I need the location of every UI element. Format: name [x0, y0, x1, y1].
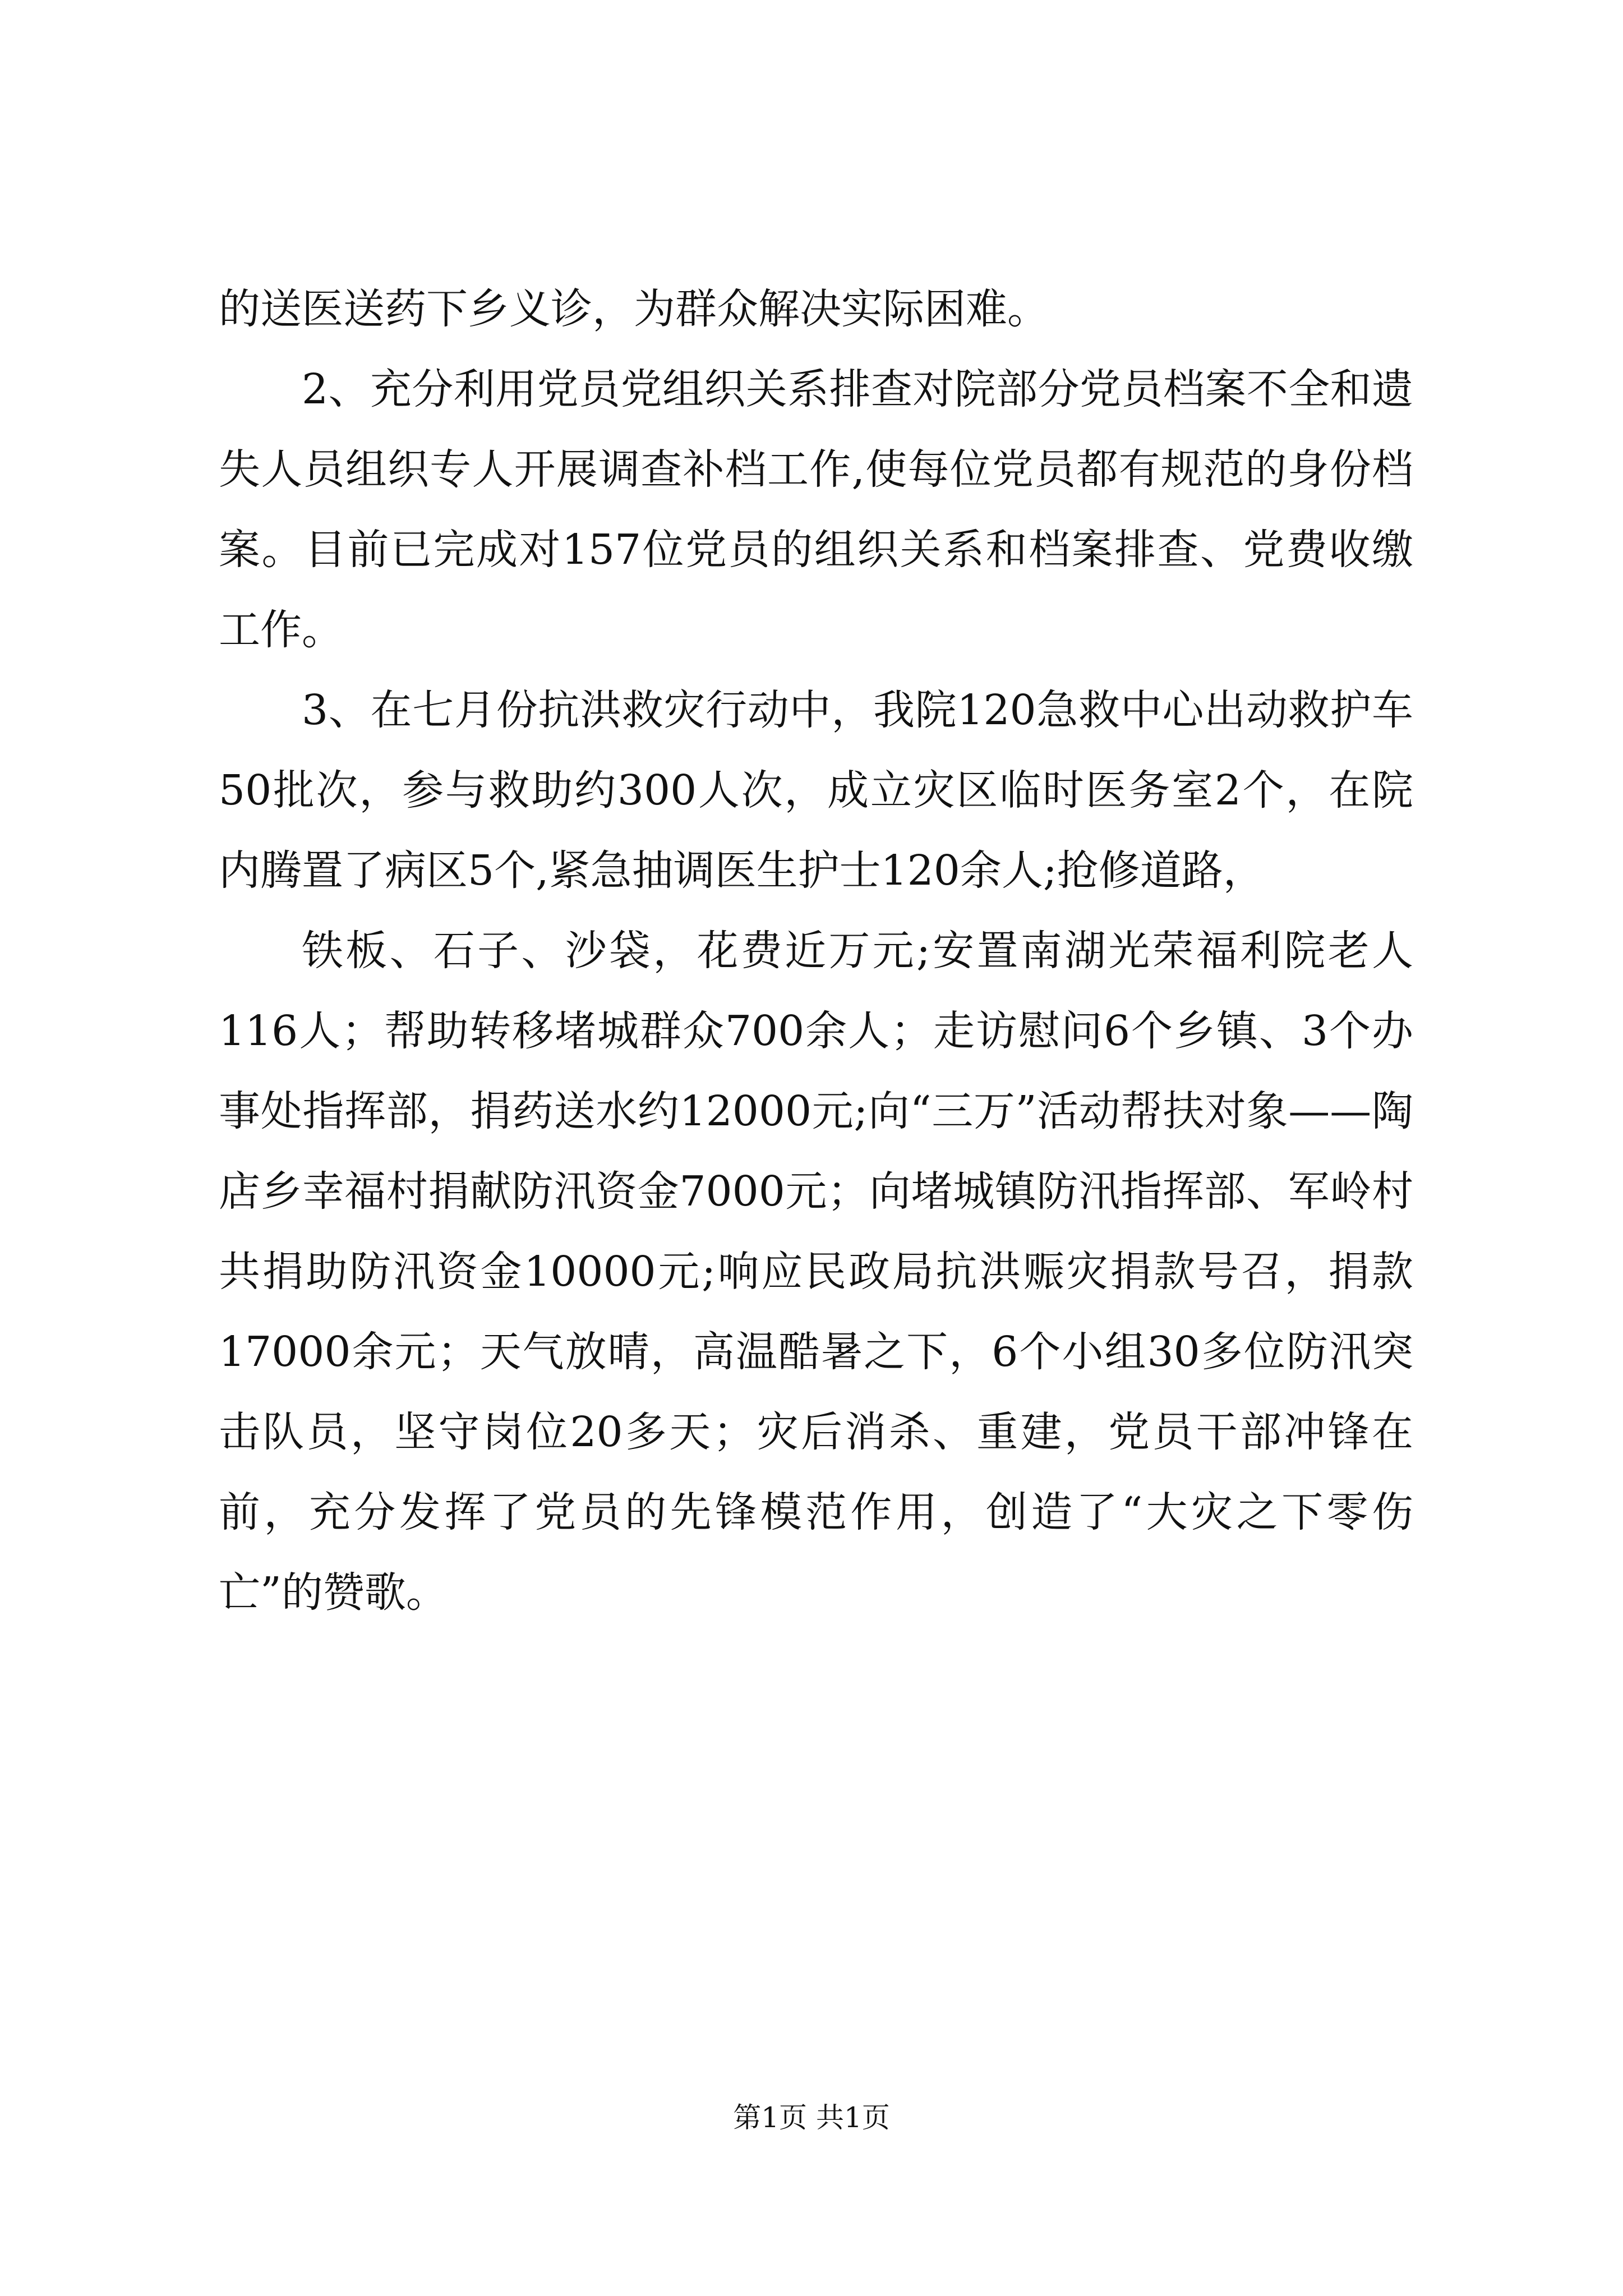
page-footer: 第1页 共1页	[733, 2101, 890, 2134]
document-body	[219, 269, 1413, 1633]
paragraph-4: 铁板、石子、沙袋，花费近万元;安置南湖光荣福利院老人116人；帮助转移堵城群众700余人；走访慰问6个乡镇、3个办事处指挥部，捐药送水约12000元;向“三万”活动帮扶对象——陶店乡幸福村捐献防汛资金7000元；向堵城镇防汛指挥部、军岭村共捐助防汛资金10000元;响应民政局抗洪赈灾捐款号召，捐款17000余元；天气放晴，高温酷暑之下，6个小组30多位防汛突击队员，坚守岗位20多天；灾后消杀、重建，党员干部冲锋在前，充分发挥了党员的先锋模范作用，创造了“大灾之下零伤亡”的赞歌。	[219, 927, 1413, 1617]
paragraph-3: 3、在七月份抗洪救灾行动中，我院120急救中心出动救护车50批次，参与救助约300人次，成立灾区临时医务室2个，在院内腾置了病区5个,紧急抽调医生护士120余人;抢修道路，	[219, 686, 1413, 895]
paragraph-1: 的送医送药下乡义诊，为群众解决实际困难。	[219, 285, 1049, 333]
paragraph-2: 2、充分利用党员党组织关系排查对院部分党员档案不全和遗失人员组织专人开展调查补档工作,使每位党员都有规范的身份档案。目前已完成对157位党员的组织关系和档案排查、党费收缴工作。	[219, 365, 1413, 654]
